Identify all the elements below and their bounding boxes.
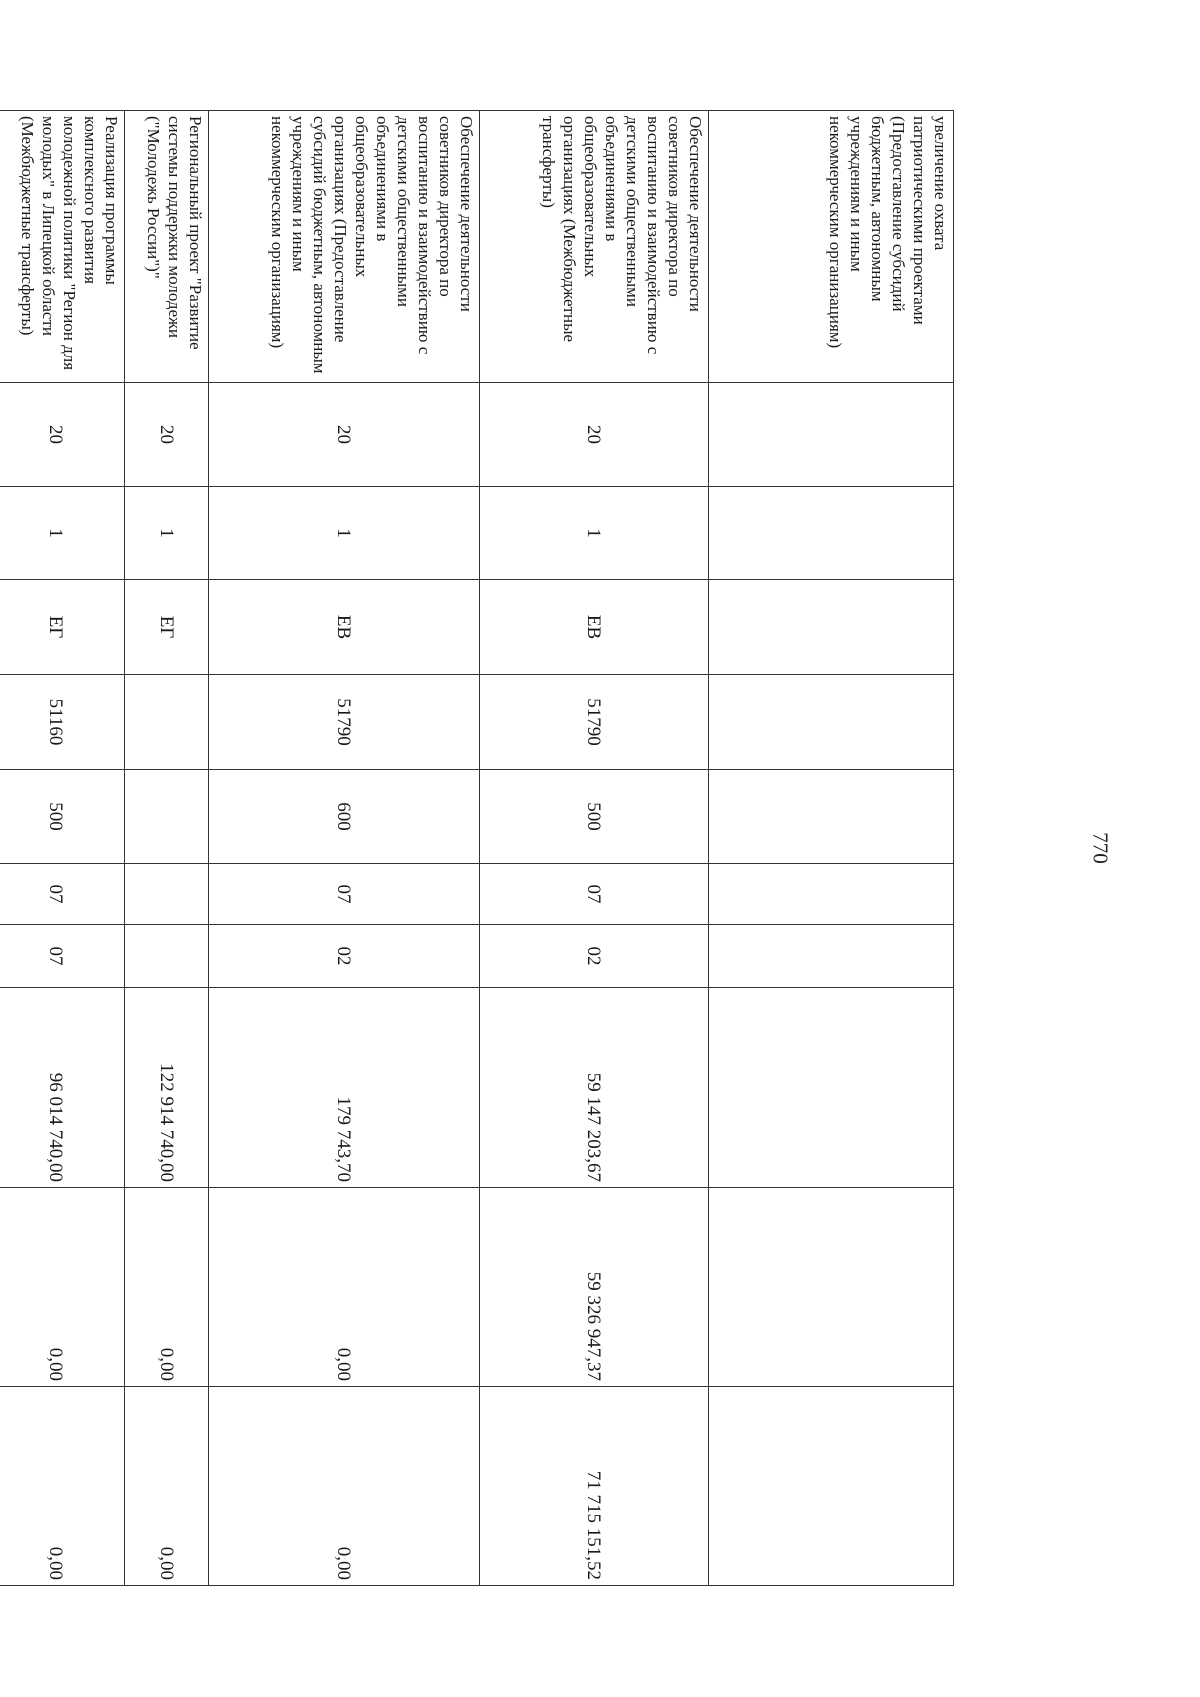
cell-project-code: ЕВ xyxy=(480,580,709,675)
cell-amount-year-3: 0,00 xyxy=(209,1387,480,1586)
cell-program: 1 xyxy=(0,487,125,580)
budget-table xyxy=(0,110,954,1586)
cell-amount-year-3 xyxy=(709,1387,954,1586)
row-name: увеличение охвата патриотическими проектами (Предоставление субсидий бюджетным, автономным учреждениям и иным некоммерческим организациям) xyxy=(709,111,954,383)
cell-expense-type xyxy=(709,770,954,864)
cell-grbs: 20 xyxy=(480,383,709,487)
cell-project-code xyxy=(709,580,954,675)
table-row xyxy=(209,111,480,1586)
cell-subsection: 02 xyxy=(209,925,480,988)
cell-section xyxy=(709,864,954,925)
cell-amount-year-3: 71 715 151,52 xyxy=(480,1387,709,1586)
cell-section: 07 xyxy=(0,864,125,925)
cell-amount-year-1 xyxy=(709,988,954,1188)
cell-amount-year-2: 0,00 xyxy=(125,1188,209,1387)
cell-direction-code: 51160 xyxy=(0,675,125,770)
row-name: Региональный проект "Развитие системы поддержки молодежи ("Молодежь России")" xyxy=(125,111,209,383)
cell-amount-year-3: 0,00 xyxy=(125,1387,209,1586)
cell-direction-code: 51790 xyxy=(480,675,709,770)
cell-program: 1 xyxy=(480,487,709,580)
cell-project-code: ЕВ xyxy=(209,580,480,675)
cell-amount-year-2 xyxy=(709,1188,954,1387)
cell-amount-year-1: 122 914 740,00 xyxy=(125,988,209,1188)
cell-section: 07 xyxy=(480,864,709,925)
cell-grbs xyxy=(709,383,954,487)
row-name: Реализация программы комплексного развития молодежной политики "Регион для молодых" в Липецкой области (Межбюджетные трансферты) xyxy=(0,111,125,383)
cell-subsection xyxy=(125,925,209,988)
cell-expense-type xyxy=(125,770,209,864)
row-name: Обеспечение деятельности советников директора по воспитанию и взаимодействию с детскими общественными объединениями в общеобразовательных организациях (Предоставление субсидий бюджетным, автономным учреждениям и иным некоммерческим организациям) xyxy=(209,111,480,383)
cell-expense-type: 500 xyxy=(0,770,125,864)
cell-direction-code: 51790 xyxy=(209,675,480,770)
cell-project-code: ЕГ xyxy=(125,580,209,675)
cell-grbs: 20 xyxy=(0,383,125,487)
cell-subsection: 07 xyxy=(0,925,125,988)
cell-amount-year-3: 0,00 xyxy=(0,1387,125,1586)
cell-section xyxy=(125,864,209,925)
page-number: 770 xyxy=(1088,832,1113,864)
cell-program: 1 xyxy=(209,487,480,580)
cell-amount-year-2: 59 326 947,37 xyxy=(480,1188,709,1387)
cell-amount-year-1: 96 014 740,00 xyxy=(0,988,125,1188)
cell-direction-code xyxy=(125,675,209,770)
cell-amount-year-2: 0,00 xyxy=(209,1188,480,1387)
cell-amount-year-1: 59 147 203,67 xyxy=(480,988,709,1188)
cell-expense-type: 600 xyxy=(209,770,480,864)
table-row xyxy=(125,111,209,1586)
cell-amount-year-1: 179 743,70 xyxy=(209,988,480,1188)
table-row xyxy=(0,111,125,1586)
row-name: Обеспечение деятельности советников директора по воспитанию и взаимодействию с детскими общественными объединениями в общеобразовательных организациях (Межбюджетные трансферты) xyxy=(480,111,709,383)
table-row xyxy=(480,111,709,1586)
cell-program xyxy=(709,487,954,580)
cell-expense-type: 500 xyxy=(480,770,709,864)
cell-grbs: 20 xyxy=(209,383,480,487)
table-row xyxy=(709,111,954,1586)
cell-project-code: ЕГ xyxy=(0,580,125,675)
cell-direction-code xyxy=(709,675,954,770)
cell-subsection: 02 xyxy=(480,925,709,988)
cell-amount-year-2: 0,00 xyxy=(0,1188,125,1387)
cell-grbs: 20 xyxy=(125,383,209,487)
cell-section: 07 xyxy=(209,864,480,925)
cell-program: 1 xyxy=(125,487,209,580)
cell-subsection xyxy=(709,925,954,988)
